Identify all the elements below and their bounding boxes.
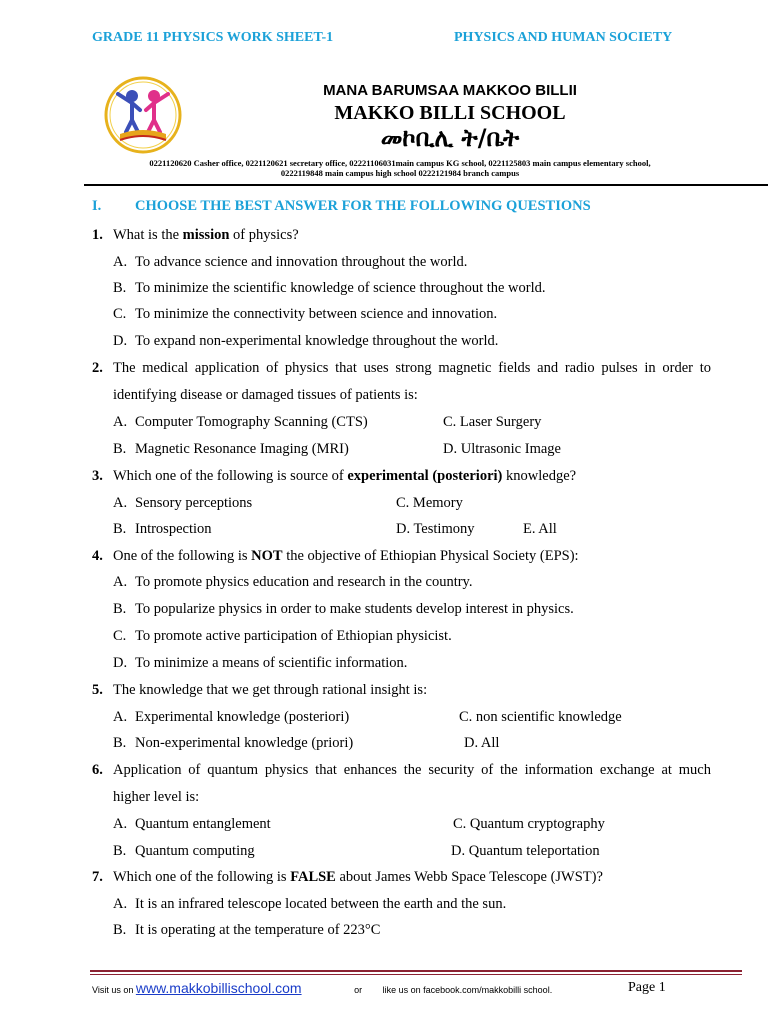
q1-option-c: C. To minimize the connectivity between science and innovation.: [113, 306, 498, 322]
question-7-text: Which one of the following is FALSE about James Webb Space Telescope (JWST)?: [113, 869, 603, 885]
q1-option-a: A. To advance science and innovation throughout the world.: [113, 254, 468, 270]
question-number: 4.: [92, 548, 103, 564]
question-3-text: Which one of the following is source of experimental (posteriori) knowledge?: [113, 468, 577, 484]
question-4-text: One of the following is NOT the objective of Ethiopian Physical Society (EPS):: [113, 548, 579, 564]
website-link[interactable]: www.makkobillischool.com: [135, 980, 302, 996]
q3-option-a: A. Sensory perceptions: [113, 495, 253, 511]
section-title: CHOOSE THE BEST ANSWER FOR THE FOLLOWING QUESTIONS: [135, 198, 591, 214]
q2-option-b: B. Magnetic Resonance Imaging (MRI): [113, 441, 349, 457]
footer: [92, 980, 552, 996]
school-name-oromo: MANA BARUMSAA MAKKOO BILLII: [323, 82, 577, 99]
header-divider: [84, 184, 768, 186]
q2-option-d: D. Ultrasonic Image: [443, 441, 561, 457]
contact-line-2: 0222119848 main campus high school 0222121984 branch campus: [280, 168, 520, 178]
school-name-amharic: መኮቢሊ ት/ቤት: [380, 124, 520, 152]
q1-option-d: D. To expand non-experimental knowledge throughout the world.: [113, 333, 499, 349]
footer-divider: [90, 970, 742, 972]
question-number: 6.: [92, 762, 103, 778]
footer-divider-thin: [90, 974, 742, 975]
q5-option-b: B. Non-experimental knowledge (priori): [113, 735, 354, 751]
question-5-text: The knowledge that we get through rational insight is:: [113, 682, 428, 698]
q6-option-d: D. Quantum teleportation: [451, 843, 600, 859]
question-number: 2.: [92, 360, 103, 376]
q7-option-b: B. It is operating at the temperature of 223°C: [113, 922, 381, 938]
unit-title: PHYSICS AND HUMAN SOCIETY: [454, 30, 673, 45]
q4-option-b: B. To popularize physics in order to make students develop interest in physics.: [113, 601, 574, 617]
q3-option-c: C. Memory: [396, 495, 463, 511]
q4-option-c: C. To promote active participation of Ethiopian physicist.: [113, 628, 452, 644]
q2-option-c: C. Laser Surgery: [443, 414, 542, 430]
q6-option-a: A. Quantum entanglement: [113, 816, 271, 832]
school-name-english: MAKKO BILLI SCHOOL: [334, 102, 566, 124]
q3-option-d: D. Testimony: [396, 521, 475, 537]
q6-option-c: C. Quantum cryptography: [453, 816, 605, 832]
question-number: 5.: [92, 682, 103, 698]
q2-option-a: A. Computer Tomography Scanning (CTS): [113, 414, 368, 430]
page-number: Page 1: [628, 980, 666, 995]
footer-facebook-text: like us on facebook.com/makkobilli school.: [382, 985, 553, 995]
q7-option-a: A. It is an infrared telescope located between the earth and the sun.: [113, 896, 507, 912]
q1-option-b: B. To minimize the scientific knowledge of science throughout the world.: [113, 280, 546, 296]
section-heading: [92, 198, 591, 215]
contact-line-1: 0221120620 Casher office, 0221120621 secretary office, 02221106031main campus KG school, 0221125803 main campus elementary school,: [149, 158, 651, 168]
question-6-line-2: higher level is:: [113, 789, 200, 805]
question-2-line-2: identifying disease or damaged tissues of patients is:: [113, 387, 418, 403]
question-6-line-1: Application of quantum physics that enhances the security of the information exchange at much: [113, 762, 711, 778]
q4-option-a: A. To promote physics education and research in the country.: [113, 574, 473, 590]
q3-option-b: B. Introspection: [113, 521, 212, 537]
q6-option-b: B. Quantum computing: [113, 843, 255, 859]
question-2-line-1: The medical application of physics that uses strong magnetic fields and radio pulses in order to: [113, 360, 711, 376]
q4-option-d: D. To minimize a means of scientific information.: [113, 655, 408, 671]
footer-visit-text: Visit us on: [92, 985, 136, 995]
question-number: 7.: [92, 869, 103, 885]
question-number: 3.: [92, 468, 103, 484]
worksheet-title: GRADE 11 PHYSICS WORK SHEET-1: [92, 30, 334, 45]
question-number: 1.: [92, 227, 103, 243]
footer-or: or: [354, 985, 363, 995]
q5-option-d: D. All: [464, 735, 500, 751]
q3-option-e: E. All: [523, 521, 557, 537]
section-number: I.: [92, 198, 102, 214]
q5-option-a: A. Experimental knowledge (posteriori): [113, 709, 350, 725]
question-1-text: What is the mission of physics?: [113, 227, 299, 243]
q5-option-c: C. non scientific knowledge: [459, 709, 622, 725]
contact-info: [92, 158, 708, 178]
school-logo: [104, 76, 182, 154]
